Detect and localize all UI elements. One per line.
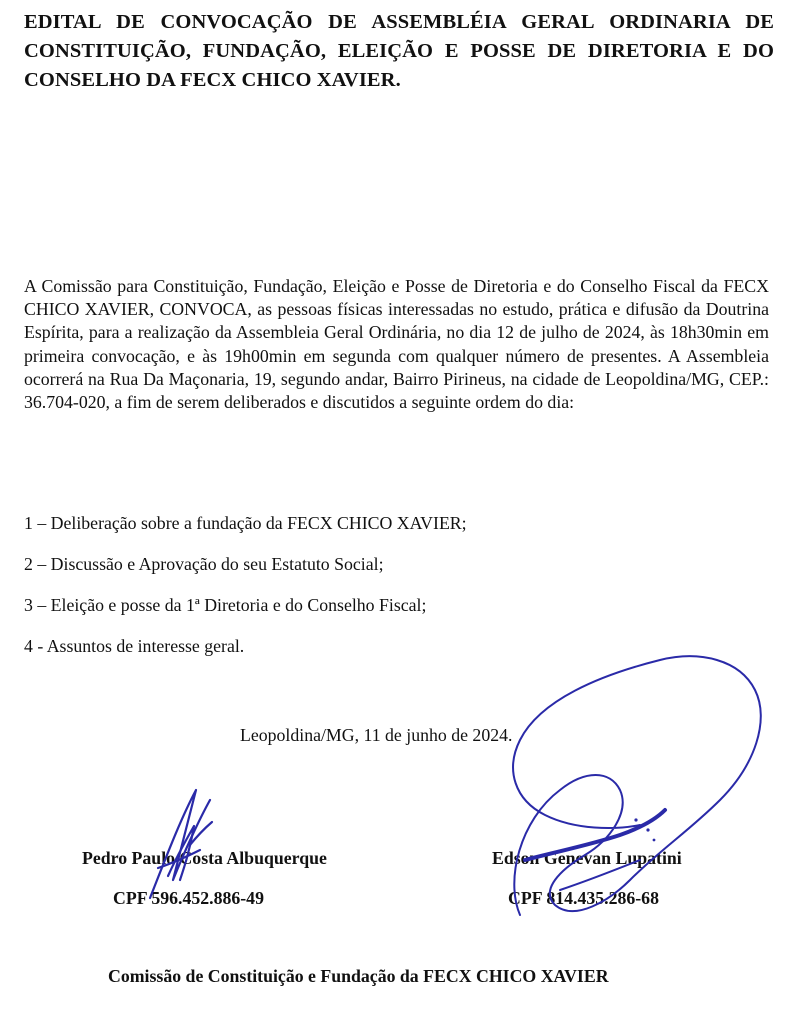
- document-title: EDITAL DE CONVOCAÇÃO DE ASSEMBLÉIA GERAL ORDINARIA DE CONSTITUIÇÃO, FUNDAÇÃO, ELEIÇÃO E POSSE DE DIRETORIA E DO CONSELHO DA FECX CHICO XAVIER.: [24, 11, 774, 91]
- signatory-name-2: Edson Genevan Lupatini: [492, 848, 682, 868]
- signatory-name-1: Pedro Paulo Costa Albuquerque: [82, 848, 327, 868]
- signatory-cpf-2: CPF 814.435.286-68: [508, 888, 659, 908]
- signature-pedro-icon: [150, 790, 212, 898]
- agenda-list: [24, 512, 764, 676]
- place-and-date: Leopoldina/MG, 11 de junho de 2024.: [240, 725, 513, 745]
- agenda-item: 4 - Assuntos de interesse geral.: [24, 636, 245, 656]
- agenda-item: 1 – Deliberação sobre a fundação da FECX CHICO XAVIER;: [24, 513, 467, 533]
- committee-footer: Comissão de Constituição e Fundação da FECX CHICO XAVIER: [108, 966, 609, 986]
- ink-dots-icon: [634, 818, 655, 841]
- agenda-item: 2 – Discussão e Aprovação do seu Estatuto Social;: [24, 554, 384, 574]
- signature-edson-icon: [513, 656, 761, 915]
- agenda-item: 3 – Eleição e posse da 1ª Diretoria e do Conselho Fiscal;: [24, 595, 427, 615]
- convocation-paragraph: A Comissão para Constituição, Fundação, Eleição e Posse de Diretoria e do Conselho Fiscal da FECX CHICO XAVIER, CONVOCA, as pessoas físicas interessadas no estudo, prática e difusão da Doutrina Espírita, para a realização da Assembleia Geral Ordinária, no dia 12 de julho de 2024, às 18h30min em primeira convocação, e às 19h00min em segunda com qualquer número de presentes. A Assembleia ocorrerá na Rua Da Maçonaria, 19, segundo andar, Bairro Pirineus, na cidade de Leopoldina/MG, CEP.: 36.704-020, a fim de serem deliberados e discutidos a seguinte ordem do dia:: [24, 276, 769, 413]
- signatory-cpf-1: CPF 596.452.886-49: [113, 888, 264, 908]
